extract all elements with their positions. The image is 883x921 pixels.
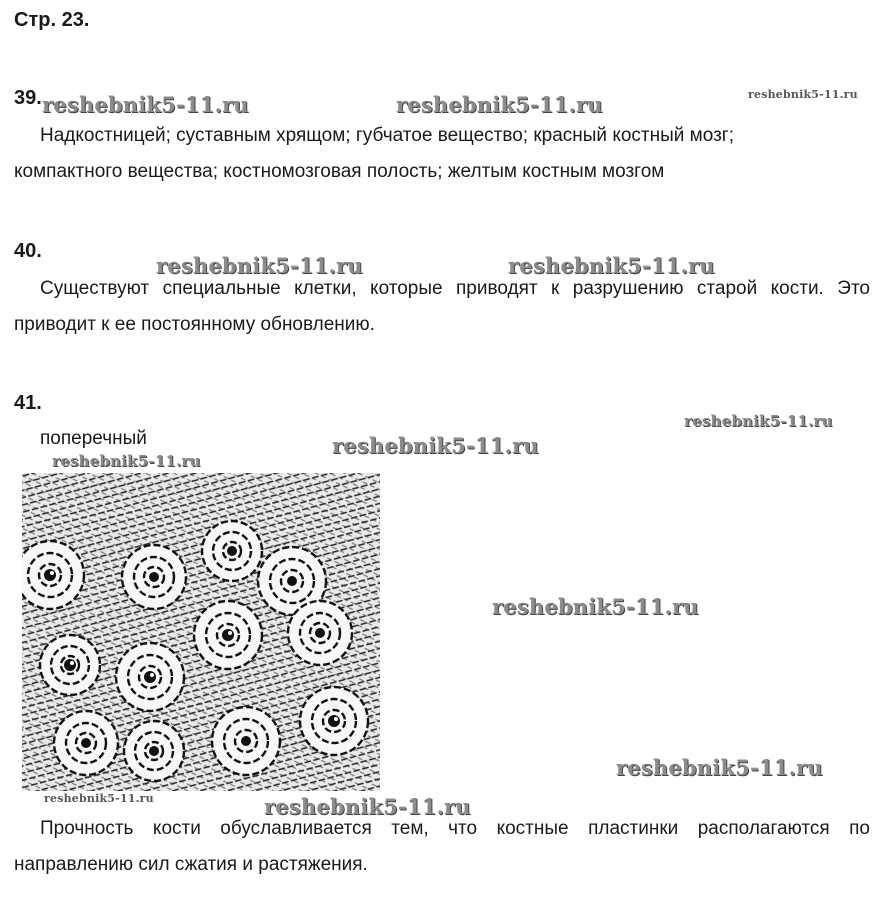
watermark: reshebnik5-11.ru	[52, 452, 201, 470]
answer-39-line1: Надкостницей; суставным хрящом; губчатое вещество; красный костный мозг;	[40, 125, 735, 146]
question-number-41: 41.	[14, 392, 42, 414]
answer-40	[14, 271, 870, 343]
watermark: reshebnik5-11.ru	[264, 794, 471, 819]
answer-41-text: Прочность кости обуславливается тем, что костные пластинки располагаются по направлению сил сжатия и растяжения.	[14, 818, 870, 875]
watermark: reshebnik5-11.ru	[684, 412, 833, 430]
bone-cross-section-image	[22, 473, 380, 791]
answer-41	[14, 811, 870, 883]
watermark: reshebnik5-11.ru	[616, 755, 823, 780]
answer-39-line2: компактного вещества; костномозговая полость; желтым костным мозгом	[14, 161, 665, 182]
watermark: reshebnik5-11.ru	[492, 594, 699, 619]
answer-40-text: Существуют специальные клетки, которые приводят к разрушению старой кости. Это приводит к ее постоянному обновлению.	[14, 278, 870, 335]
watermark: reshebnik5-11.ru	[44, 792, 154, 805]
watermark: reshebnik5-11.ru	[508, 253, 715, 278]
watermark: reshebnik5-11.ru	[156, 253, 363, 278]
question-number-39: 39.	[14, 87, 42, 109]
watermark: reshebnik5-11.ru	[396, 92, 603, 117]
answer-39	[14, 118, 870, 190]
watermark: reshebnik5-11.ru	[748, 88, 858, 101]
watermark: reshebnik5-11.ru	[332, 433, 539, 458]
page-header: Стр. 23.	[14, 9, 90, 31]
watermark: reshebnik5-11.ru	[42, 92, 249, 117]
question-number-40: 40.	[14, 240, 42, 262]
figure-label: поперечный	[40, 428, 147, 449]
